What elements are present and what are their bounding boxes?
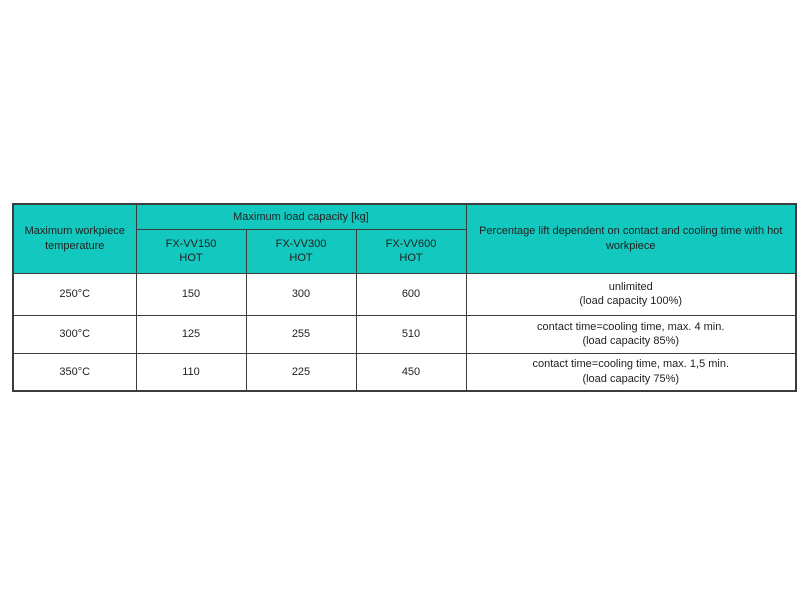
model-variant: HOT [289, 252, 313, 264]
column-header-load-capacity-group: Maximum load capacity [kg] [136, 204, 466, 229]
table-row [13, 273, 796, 315]
model-name: FX-VV150 [165, 237, 217, 250]
cell-load-fx-vv300: 225 [246, 353, 356, 391]
column-header-model-fx-vv300 [246, 229, 356, 273]
note-line: contact time=cooling time, max. 4 min. [537, 320, 725, 333]
model-variant: HOT [179, 252, 203, 264]
cell-load-fx-vv600: 450 [356, 353, 466, 391]
cell-load-fx-vv150: 150 [136, 273, 246, 315]
cell-load-fx-vv150: 110 [136, 353, 246, 391]
model-name: FX-VV600 [385, 237, 437, 250]
column-header-temperature: Maximum workpiece temperature [13, 204, 136, 273]
model-variant: HOT [399, 252, 423, 264]
note-line: (load capacity 85%) [582, 335, 680, 347]
note-line: unlimited [608, 280, 653, 293]
cell-percentage-note [466, 273, 796, 315]
cell-load-fx-vv600: 600 [356, 273, 466, 315]
column-header-model-fx-vv150 [136, 229, 246, 273]
note-line: contact time=cooling time, max. 1,5 min. [532, 358, 730, 371]
load-capacity-table [12, 203, 797, 392]
cell-temperature: 350°C [13, 353, 136, 391]
note-line: (load capacity 75%) [582, 372, 680, 385]
table-row [13, 353, 796, 391]
cell-load-fx-vv300: 255 [246, 315, 356, 353]
cell-percentage-note [466, 353, 796, 391]
model-name: FX-VV300 [275, 237, 327, 250]
table-row [13, 315, 796, 353]
column-header-percentage-lift: Percentage lift dependent on contact and cooling time with hot workpiece [466, 204, 796, 273]
cell-temperature: 300°C [13, 315, 136, 353]
cell-percentage-note [466, 315, 796, 353]
cell-load-fx-vv150: 125 [136, 315, 246, 353]
cell-temperature: 250°C [13, 273, 136, 315]
cell-load-fx-vv300: 300 [246, 273, 356, 315]
note-line: (load capacity 100%) [579, 295, 683, 307]
cell-load-fx-vv600: 510 [356, 315, 466, 353]
column-header-model-fx-vv600 [356, 229, 466, 273]
